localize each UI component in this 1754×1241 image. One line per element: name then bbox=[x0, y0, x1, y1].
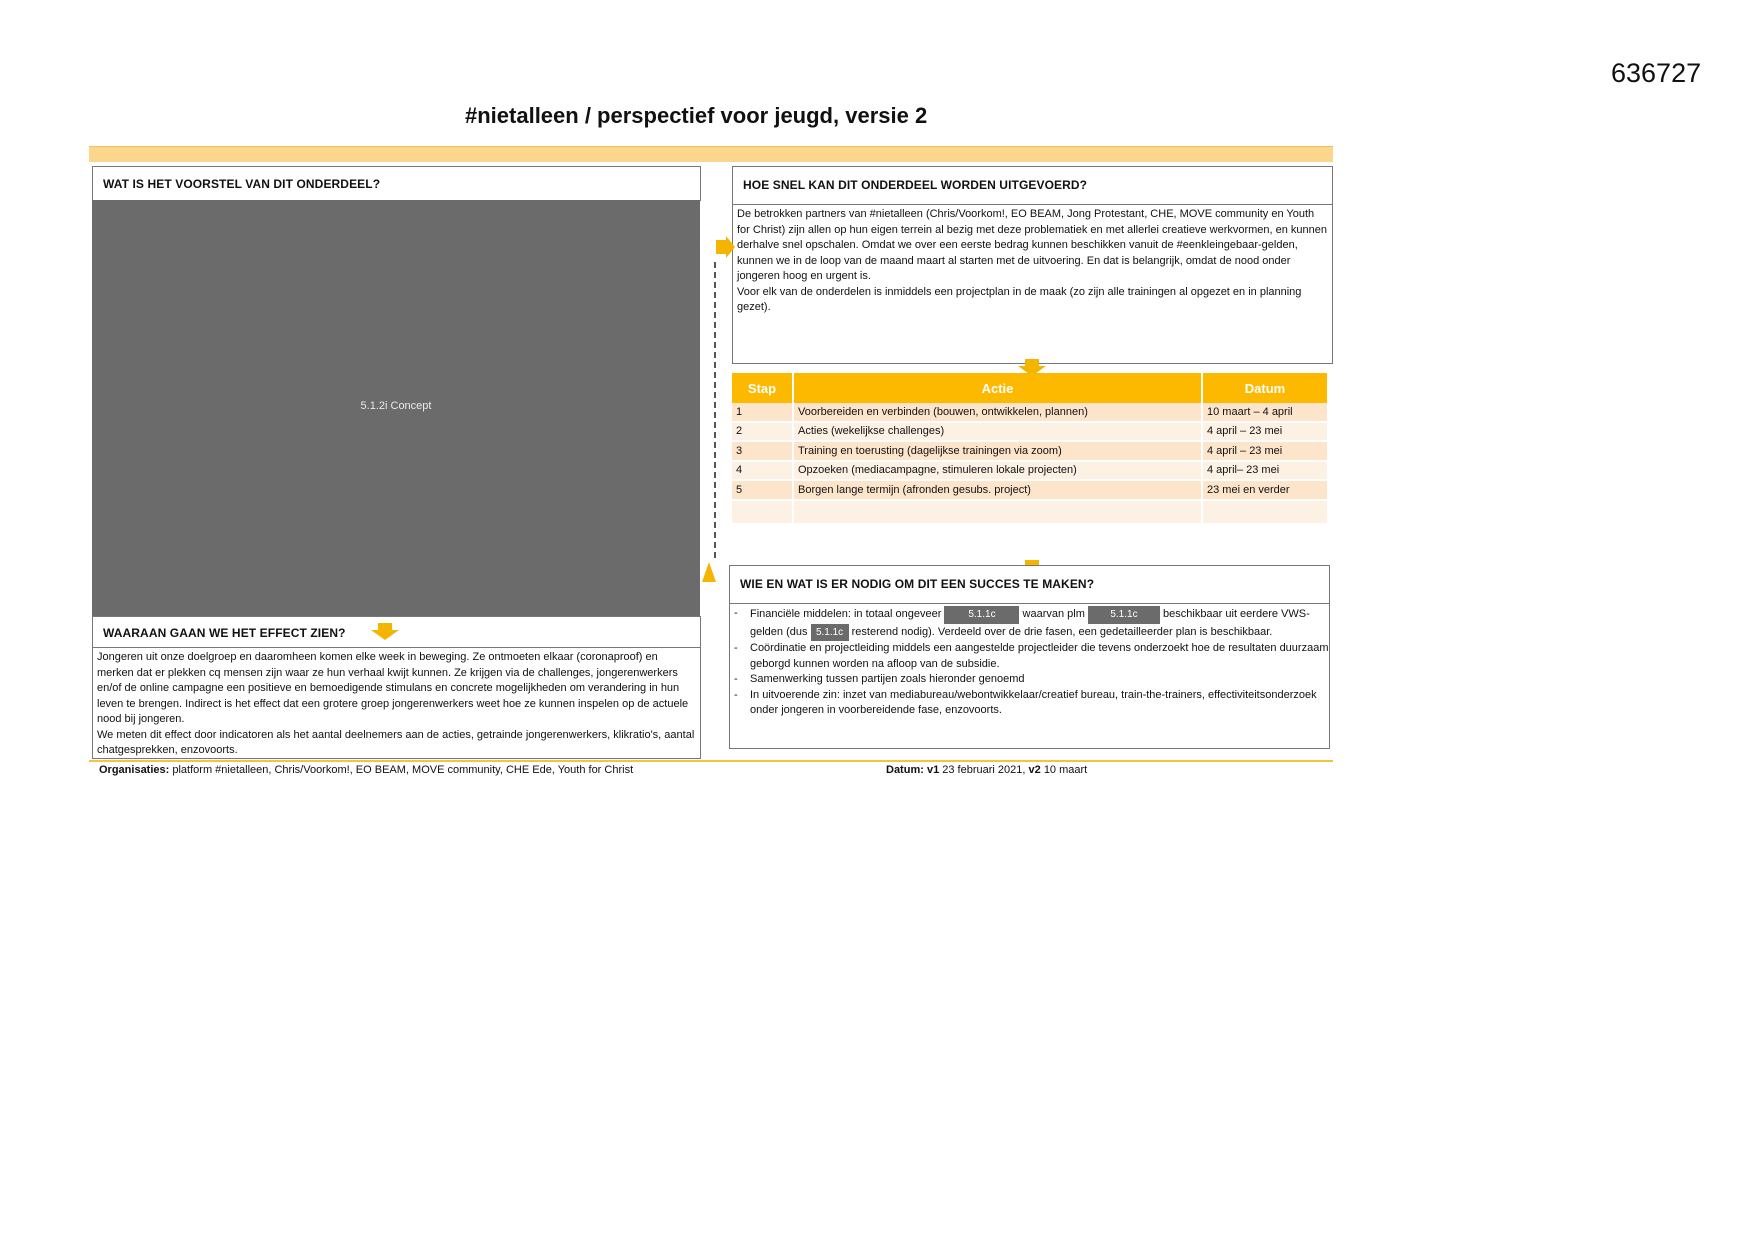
cell-actie: Voorbereiden en verbinden (bouwen, ontwikkelen, plannen) bbox=[793, 403, 1202, 422]
cell-stap: 5 bbox=[732, 480, 793, 500]
column-header-actie: Actie bbox=[793, 373, 1202, 403]
table-row bbox=[732, 441, 1328, 461]
cell-actie: Training en toerusting (dagelijkse trainingen via zoom) bbox=[793, 441, 1202, 461]
cell-datum: 23 mei en verder bbox=[1202, 480, 1328, 500]
document-id: 636727 bbox=[1611, 58, 1702, 88]
cell-actie bbox=[793, 500, 1202, 524]
header-band bbox=[89, 146, 1333, 162]
cell-datum: 4 april – 23 mei bbox=[1202, 422, 1328, 442]
dashed-connector bbox=[714, 262, 716, 558]
snelheid-box bbox=[732, 166, 1333, 364]
effect-body bbox=[93, 648, 700, 761]
redaction-block: 5.1.1c bbox=[1088, 606, 1160, 624]
voorstel-redacted-area bbox=[92, 200, 700, 616]
snelheid-paragraph: Voor elk van de onderdelen is inmiddels een projectplan in de maak (zo zijn alle trainingen al opgezet en in planning gezet). bbox=[737, 285, 1302, 313]
cell-datum: 4 april – 23 mei bbox=[1202, 441, 1328, 461]
table-row bbox=[732, 480, 1328, 500]
snelheid-paragraph: De betrokken partners van #nietalleen (Chris/Voorkom!, EO BEAM, Jong Protestant, CHE, MOVE community en Youth for Christ) zijn allen op hun eigen terrein al bezig met deze problematiek en met allerlei creatieve werkvormen, en kunnen derhalve snel opschalen. Omdat we over een eerste bedrag kunnen beschikken vanuit de #eenkleingebaar-gelden, kunnen we in de loop van de maand maart al starten met de uitvoering. En dat is belangrijk, omdat de nood onder jongeren hoog en urgent is. bbox=[737, 208, 1328, 282]
table-row bbox=[732, 422, 1328, 442]
snelheid-heading: HOE SNEL KAN DIT ONDERDEEL WORDEN UITGEVOERD? bbox=[743, 178, 1088, 192]
redaction-label: 5.1.2i Concept bbox=[360, 400, 432, 412]
succes-heading: WIE EN WAT IS ER NODIG OM DIT EEN SUCCES TE MAKEN? bbox=[740, 577, 1095, 591]
succes-list bbox=[730, 604, 1329, 719]
cell-stap: 3 bbox=[732, 441, 793, 461]
voorstel-box bbox=[92, 166, 701, 201]
column-header-stap: Stap bbox=[732, 373, 793, 403]
cell-stap bbox=[732, 500, 793, 524]
arrow-right-icon bbox=[726, 236, 735, 258]
snelheid-body bbox=[733, 205, 1332, 318]
arrow-down-icon bbox=[371, 630, 399, 640]
list-item: - Financiële middelen: in totaal ongeveer 5.1.1c waarvan plm 5.1.1c beschikbaar uit eerdere VWS-gelden (dus 5.1.1c resterend nodig). Verdeeld over de drie fasen, een gedetailleerder plan is beschikbaar. bbox=[750, 606, 1329, 641]
page-title: #nietalleen / perspectief voor jeugd, versie 2 bbox=[465, 103, 928, 128]
redaction-block: 5.1.1c bbox=[944, 606, 1019, 624]
cell-datum: 4 april– 23 mei bbox=[1202, 461, 1328, 481]
redaction-block: 5.1.1c bbox=[811, 624, 849, 642]
cell-stap: 2 bbox=[732, 422, 793, 442]
succes-box bbox=[729, 565, 1330, 749]
cell-actie: Opzoeken (mediacampagne, stimuleren lokale projecten) bbox=[793, 461, 1202, 481]
planning-table bbox=[732, 373, 1329, 525]
table-row bbox=[732, 461, 1328, 481]
column-header-datum: Datum bbox=[1202, 373, 1328, 403]
list-item: - In uitvoerende zin: inzet van mediabureau/webontwikkelaar/creatief bureau, train-the-trainers, effectiviteitsonderzoek onder jongeren in voorbereidende fase, enzovoorts. bbox=[750, 688, 1329, 719]
effect-heading: WAARAAN GAAN WE HET EFFECT ZIEN? bbox=[103, 626, 346, 640]
cell-datum bbox=[1202, 500, 1328, 524]
cell-datum: 10 maart – 4 april bbox=[1202, 403, 1328, 422]
arrow-up-icon bbox=[702, 562, 716, 582]
cell-actie: Borgen lange termijn (afronden gesubs. project) bbox=[793, 480, 1202, 500]
cell-stap: 1 bbox=[732, 403, 793, 422]
voorstel-heading: WAT IS HET VOORSTEL VAN DIT ONDERDEEL? bbox=[103, 177, 381, 191]
arrow-right-icon bbox=[716, 240, 726, 254]
table-row bbox=[732, 500, 1328, 524]
table-row bbox=[732, 403, 1328, 422]
cell-stap: 4 bbox=[732, 461, 793, 481]
footer-date: Datum: v1 23 februari 2021, v2 10 maart bbox=[886, 764, 1088, 776]
effect-paragraph: We meten dit effect door indicatoren als het aantal deelnemers aan de acties, getrainde jongerenwerkers, klikratio's, aantal chatgesprekken, enzovoorts. bbox=[97, 728, 695, 756]
list-item: - Samenwerking tussen partijen zoals hieronder genoemd bbox=[750, 672, 1329, 688]
effect-paragraph: Jongeren uit onze doelgroep en daaromheen komen elke week in beweging. Ze ontmoeten elkaar (coronaproof) en merken dat er plekken cq mensen zijn waar ze hun verhaal kwijt kunnen. Ze krijgen via de challenges, jongerenwerkers en/of de online campagne een positieve en bemoedigende stimulans en concrete mogelijkheden om verandering in hun leven te brengen. Indirect is het effect dat een grotere groep jongerenwerkers weet hoe ze kunnen inspelen op de actuele nood bij jongeren. bbox=[97, 651, 689, 725]
list-item: - Coördinatie en projectleiding middels een aangestelde projectleider die tevens onderzoekt hoe de resultaten duurzaam geborgd kunnen worden na afloop van de subsidie. bbox=[750, 641, 1329, 672]
footer-divider bbox=[89, 760, 1333, 762]
footer-organisations: Organisaties: platform #nietalleen, Chris/Voorkom!, EO BEAM, MOVE community, CHE Ede, Youth for Christ bbox=[99, 764, 634, 776]
cell-actie: Acties (wekelijkse challenges) bbox=[793, 422, 1202, 442]
